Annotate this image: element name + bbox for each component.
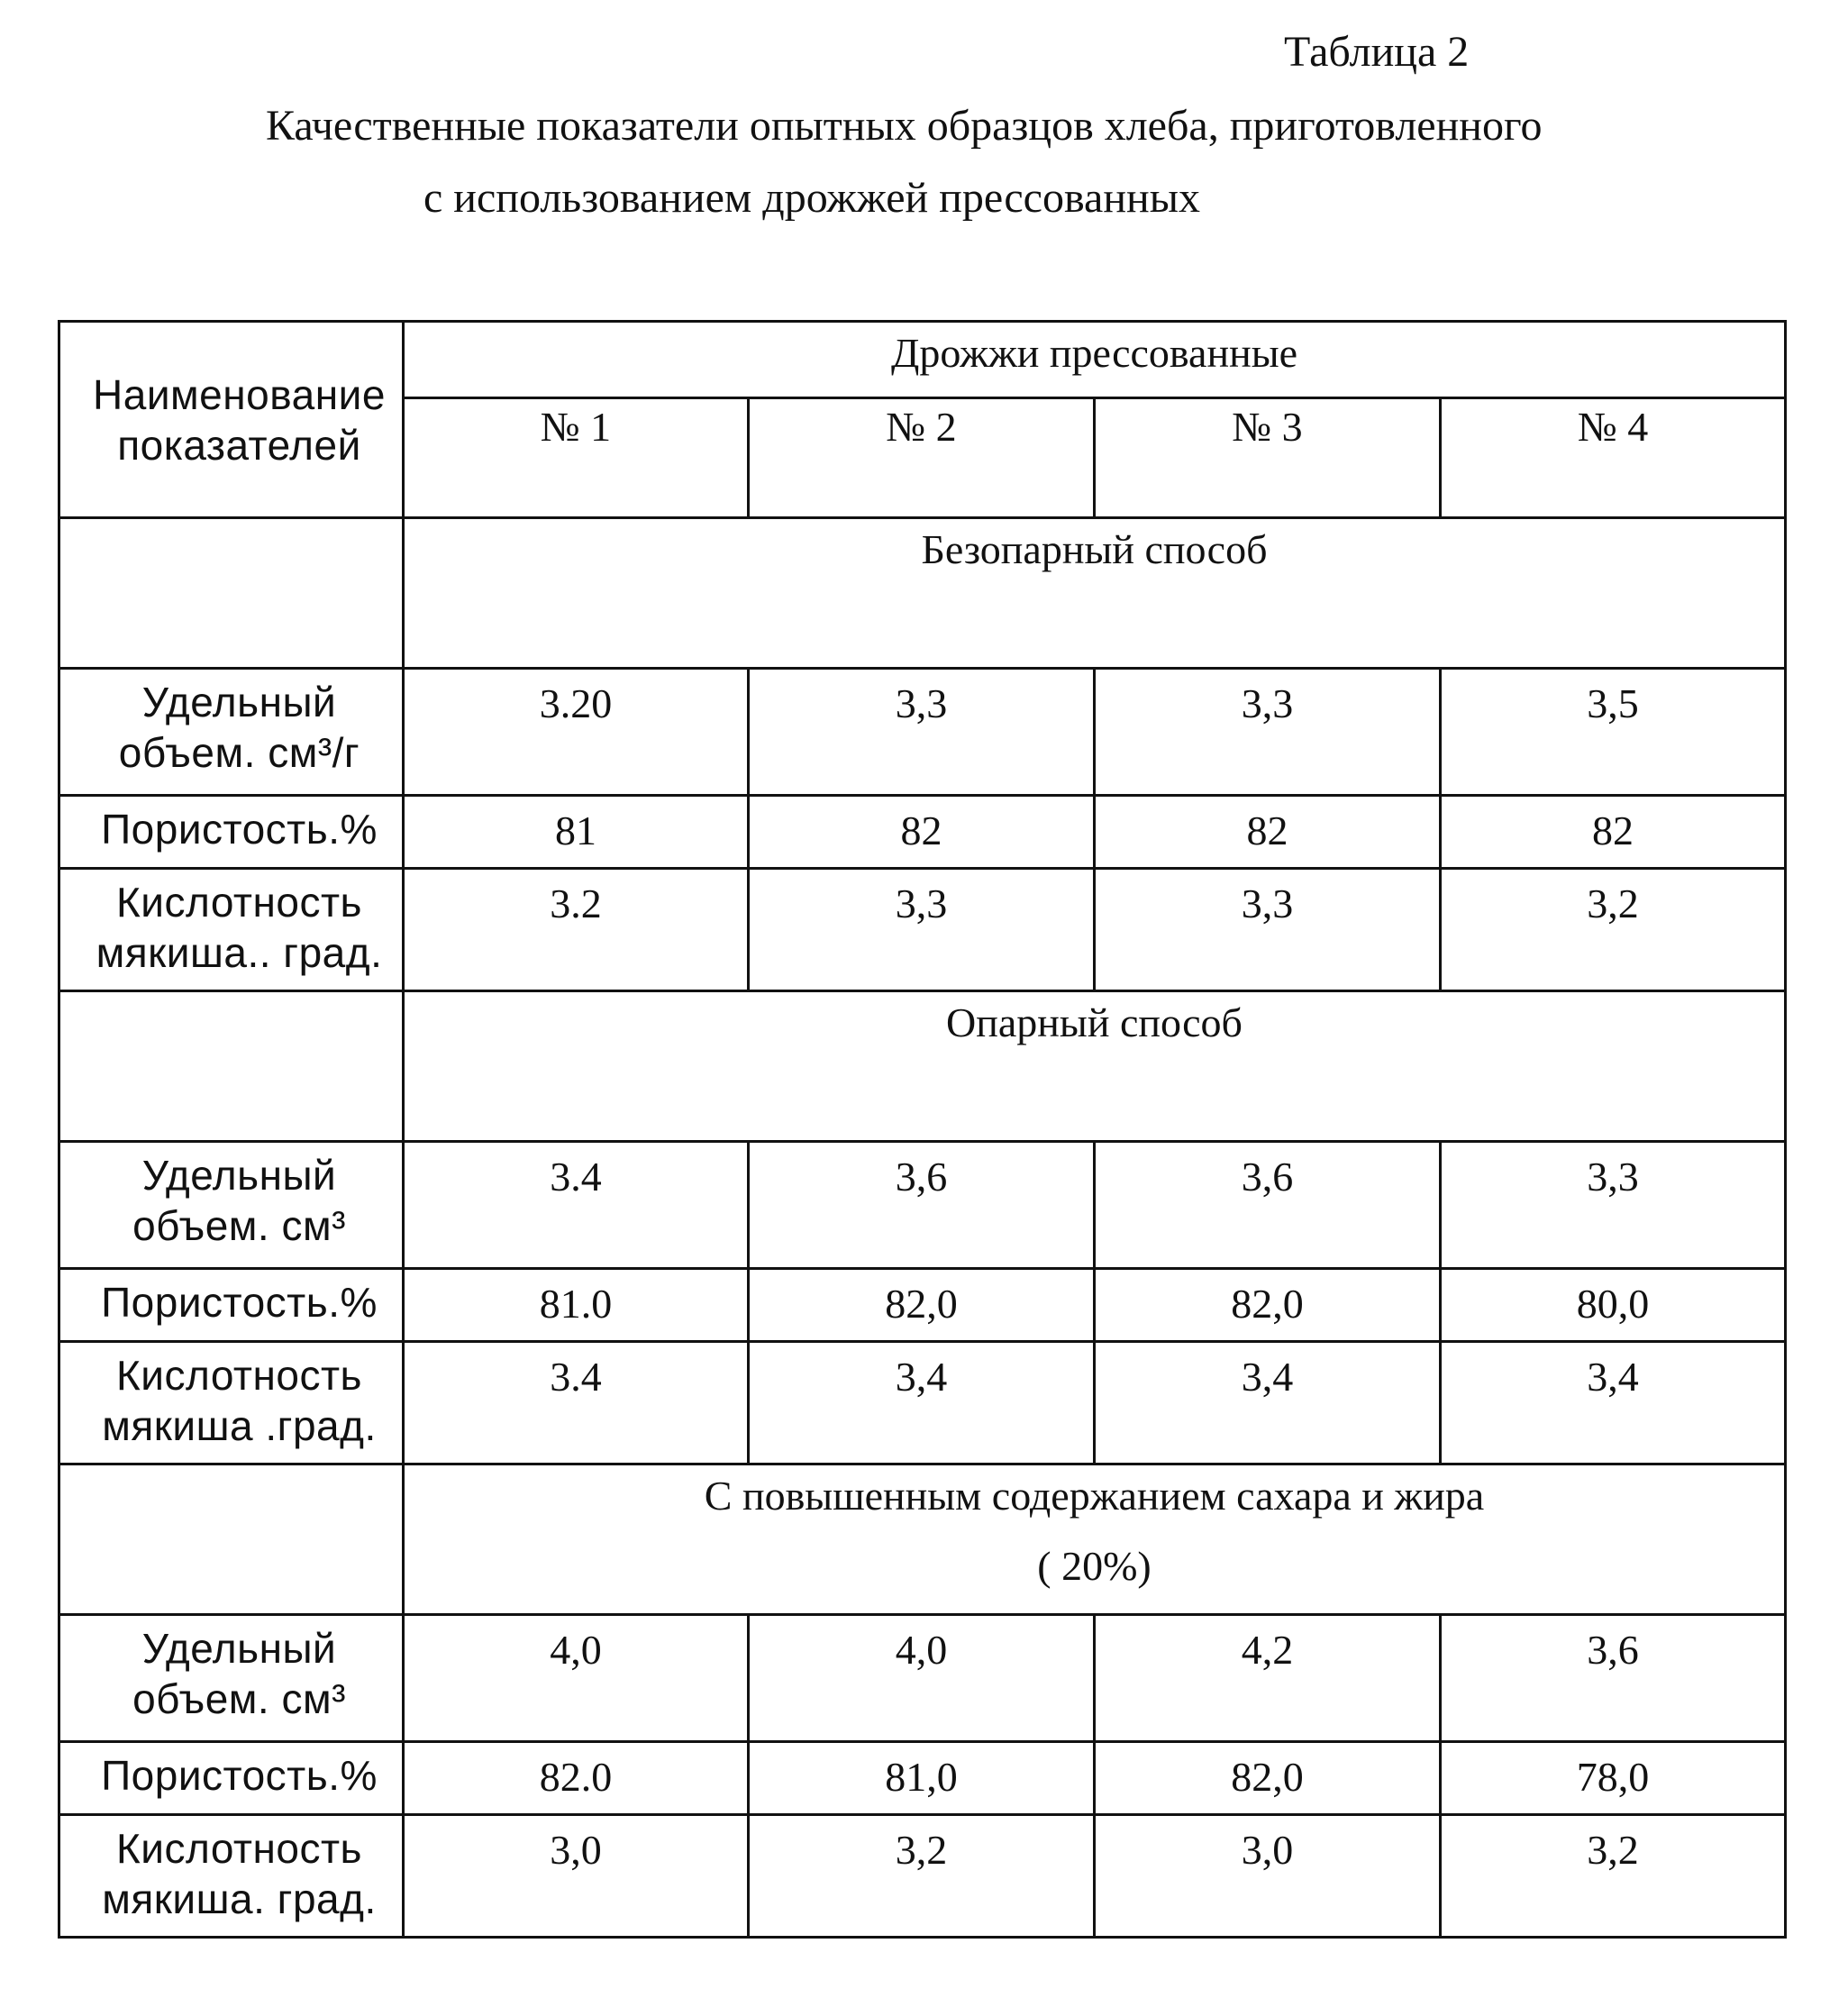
table-row [59,796,1786,869]
table-row [59,1615,1786,1742]
value-cell: 3,4 [1441,1342,1786,1464]
row-label: Пористость.% [59,1742,404,1815]
group-title-row [59,1464,1786,1615]
value-cell: 3,2 [749,1815,1095,1938]
value-cell: 3,6 [1441,1615,1786,1742]
empty-cell [59,1464,404,1615]
value-cell: 78,0 [1441,1742,1786,1815]
table-row [59,1142,1786,1269]
header-row-yeast [59,322,1786,398]
group-title-row [59,991,1786,1142]
sample-header-2: № 2 [749,398,1095,518]
value-cell: 4,0 [749,1615,1095,1742]
table-row [59,1269,1786,1342]
table-caption-line-1: Качественные показатели опытных образцов хлеба, приготовленного [266,102,1543,150]
value-cell: 82,0 [749,1269,1095,1342]
row-label: Пористость.% [59,1269,404,1342]
value-cell: 3,3 [1095,669,1441,796]
row-label: Удельный объем. см³ [59,1142,404,1269]
value-cell: 3,0 [404,1815,749,1938]
value-cell: 81.0 [404,1269,749,1342]
sample-header-1: № 1 [404,398,749,518]
value-cell: 3.2 [404,869,749,991]
value-cell: 80,0 [1441,1269,1786,1342]
quality-indicators-table [58,320,1787,1939]
value-cell: 3,3 [1441,1142,1786,1269]
row-label: Удельный объем. см³/г [59,669,404,796]
value-cell: 3,5 [1441,669,1786,796]
value-cell: 3,0 [1095,1815,1441,1938]
value-cell: 82 [1441,796,1786,869]
value-cell: 3,4 [749,1342,1095,1464]
value-cell: 3.20 [404,669,749,796]
param-column-header [59,322,404,518]
table-row [59,869,1786,991]
row-label: Кислотность мякиша .град. [59,1342,404,1464]
sample-header-3: № 3 [1095,398,1441,518]
row-label: Кислотность мякиша. град. [59,1815,404,1938]
empty-cell [59,518,404,669]
value-cell: 3,2 [1441,869,1786,991]
value-cell: 3,6 [749,1142,1095,1269]
param-header-line: показателей [117,421,361,469]
value-cell: 82.0 [404,1742,749,1815]
row-label: Кислотность мякиша.. град. [59,869,404,991]
value-cell: 82,0 [1095,1269,1441,1342]
row-label: Пористость.% [59,796,404,869]
table-caption-line-2: с использованием дрожжей прессованных [423,174,1200,222]
value-cell: 3,2 [1441,1815,1786,1938]
value-cell: 81,0 [749,1742,1095,1815]
value-cell: 3.4 [404,1342,749,1464]
value-cell: 3,4 [1095,1342,1441,1464]
value-cell: 3,3 [749,669,1095,796]
param-header-line: Наименование [93,370,386,418]
value-cell: 3,3 [749,869,1095,991]
value-cell: 4,2 [1095,1615,1441,1742]
value-cell: 3.4 [404,1142,749,1269]
table-row [59,669,1786,796]
value-cell: 3,6 [1095,1142,1441,1269]
table-row [59,1815,1786,1938]
value-cell: 3,3 [1095,869,1441,991]
table-row [59,1742,1786,1815]
sample-header-4: № 4 [1441,398,1786,518]
group-title-sponge: Опарный способ [404,991,1786,1142]
group-title-no-sponge: Безопарный способ [404,518,1786,669]
table-number: Таблица 2 [1284,28,1470,76]
group-title-row [59,518,1786,669]
value-cell: 82 [749,796,1095,869]
value-cell: 4,0 [404,1615,749,1742]
empty-cell [59,991,404,1142]
yeast-group-header: Дрожжи прессованные [404,322,1786,398]
group-title-sugar-fat: С повышенным содержанием сахара и жира ( 20%) [404,1464,1786,1615]
row-label: Удельный объем. см³ [59,1615,404,1742]
value-cell: 82 [1095,796,1441,869]
value-cell: 82,0 [1095,1742,1441,1815]
value-cell: 81 [404,796,749,869]
table-row [59,1342,1786,1464]
